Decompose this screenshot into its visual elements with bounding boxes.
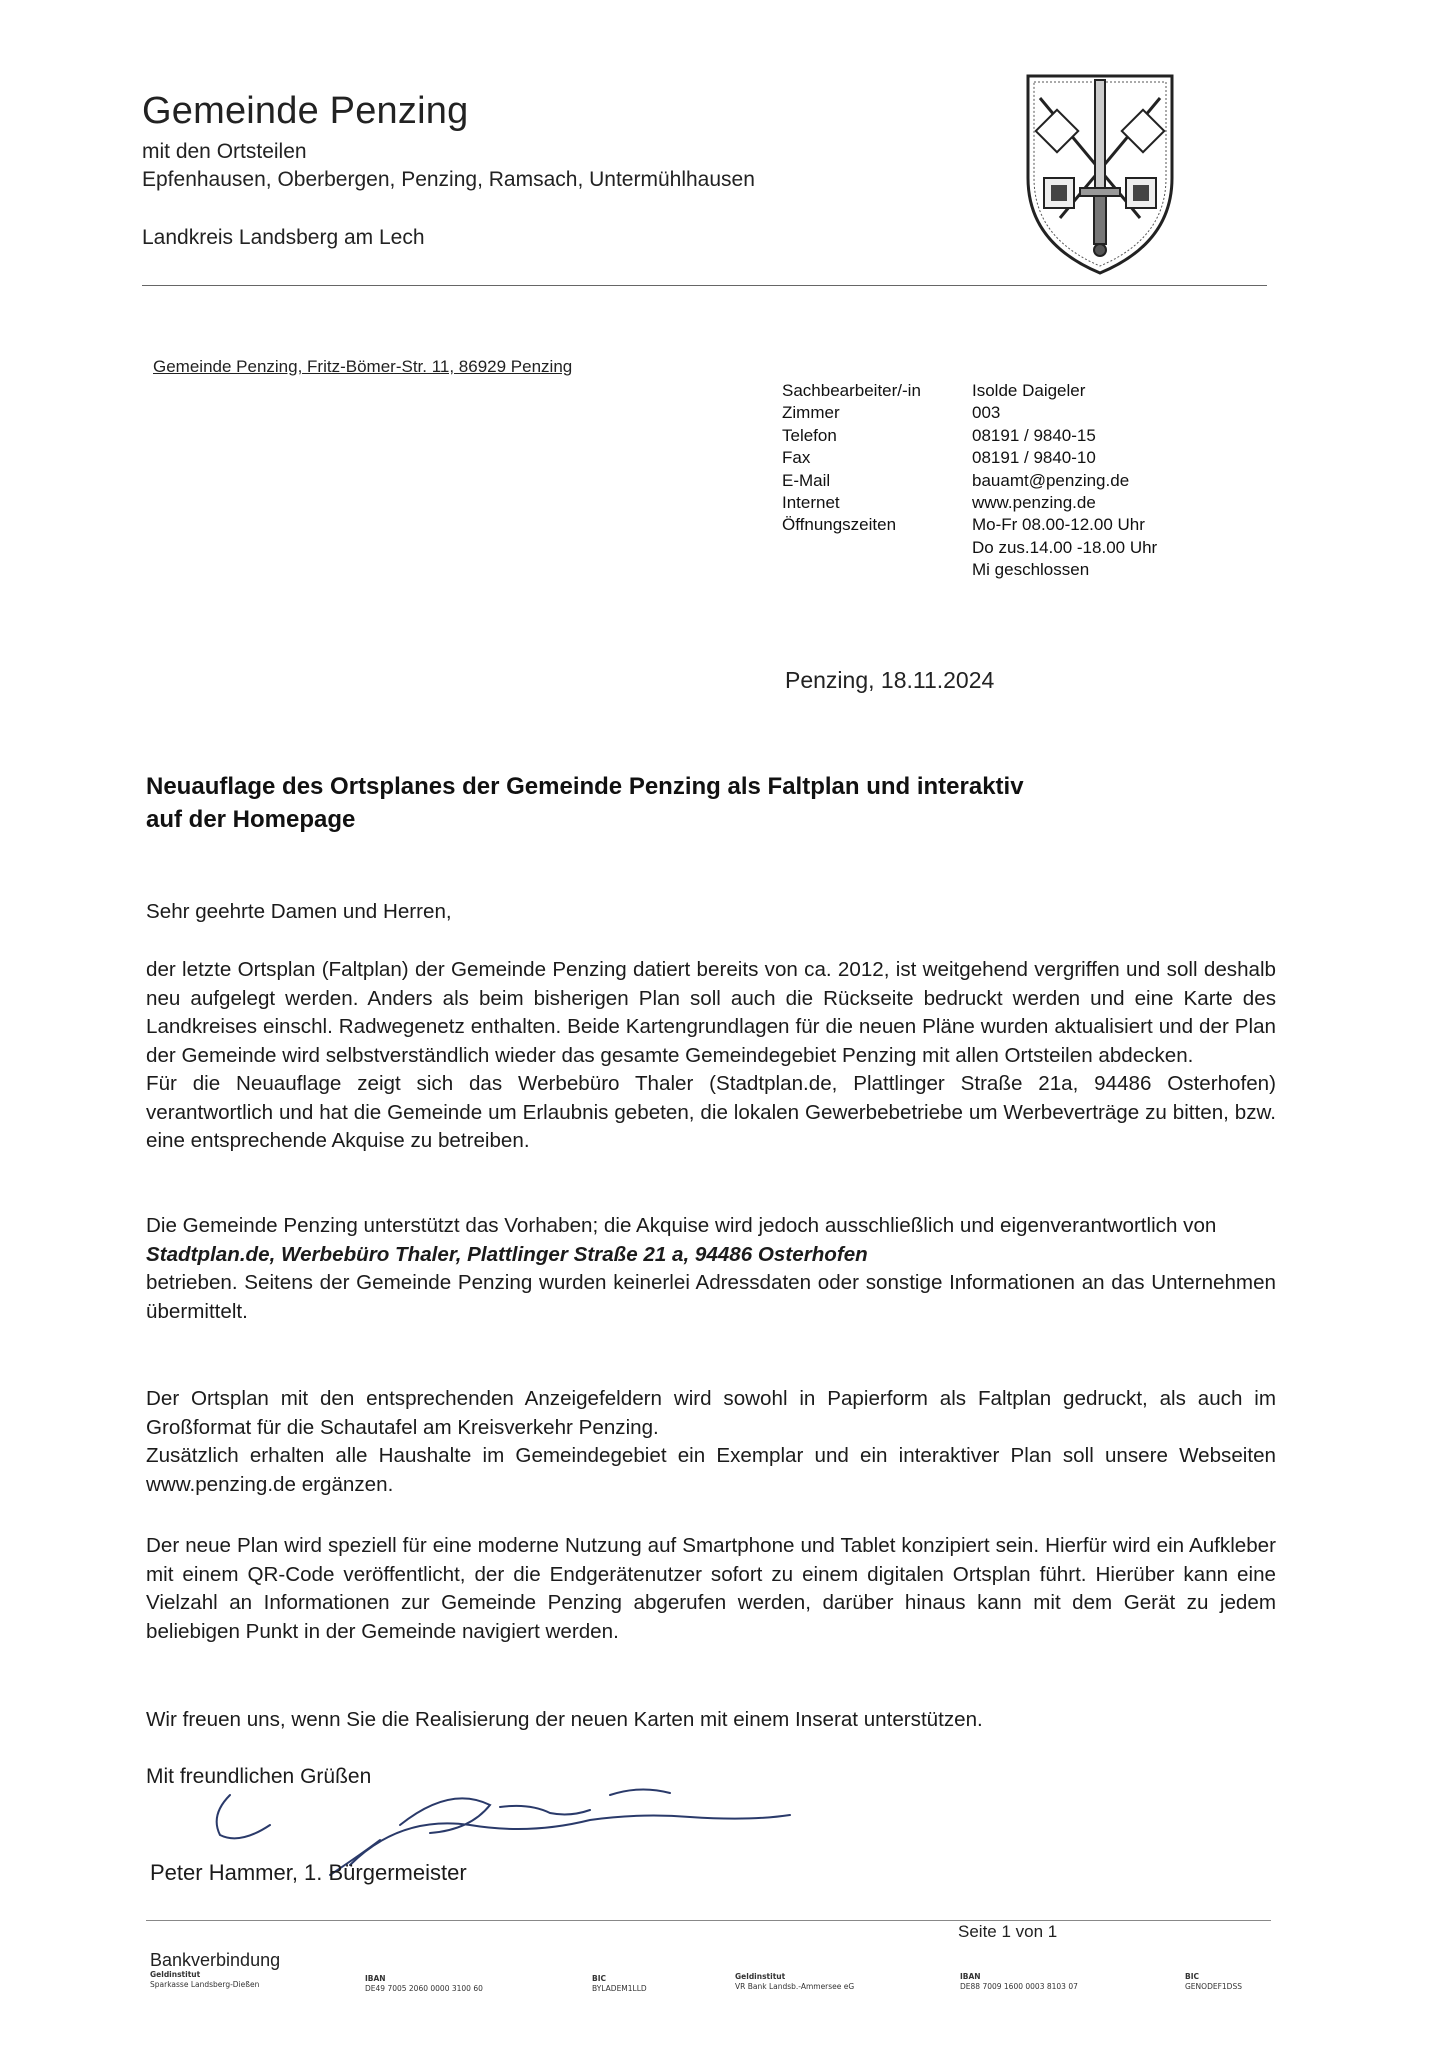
paragraph-4 (146, 1385, 1276, 1499)
header-divider (142, 285, 1267, 286)
bank-label: IBAN (960, 1972, 981, 1981)
contact-label (782, 537, 972, 559)
subject-line-2: auf der Homepage (146, 806, 356, 833)
bank-col-2 (365, 1974, 483, 1994)
bank-value: BYLADEM1LLD (592, 1984, 647, 1993)
contact-row (782, 425, 1157, 447)
paragraph-3c-text: betrieben. Seitens der Gemeinde Penzing wurden keinerlei Adressdaten oder sonstige Informationen an das Unternehmen übermittelt. (146, 1271, 1276, 1323)
sender-address-line: Gemeinde Penzing, Fritz-Bömer-Str. 11, 86929 Penzing (153, 357, 573, 376)
footer-divider (146, 1920, 1271, 1921)
paragraph-6 (146, 1706, 1276, 1735)
contact-value: 08191 / 9840-10 (972, 448, 1096, 468)
subtitle-landkreis: Landkreis Landsberg am Lech (142, 226, 425, 249)
contact-value: Mo-Fr 08.00-12.00 Uhr (972, 515, 1145, 535)
bank-value: DE88 7009 1600 0003 8103 07 (960, 1982, 1078, 1991)
paragraph-4b-text: Zusätzlich erhalten alle Haushalte im Gemeindegebiet ein Exemplar und ein interaktiver Plan soll unsere Webseiten www.penzing.de ergänzen. (146, 1444, 1276, 1496)
paragraph-3a-text: Die Gemeinde Penzing unterstützt das Vorhaben; die Akquise wird jedoch ausschließlich und eigenverantwortlich von (146, 1214, 1217, 1237)
subtitle-ortsteile-list: Epfenhausen, Oberbergen, Penzing, Ramsach, Untermühlhausen (142, 168, 755, 191)
paragraph-5-text: Der neue Plan wird speziell für eine moderne Nutzung auf Smartphone und Tablet konzipiert sein. Hierfür wird ein Aufkleber mit einem QR-Code veröffentlicht, der die Endgerätenutzer sofort zu einem digitalen Ortsplan führt. Hierüber kann eine Vielzahl an Informationen zur Gemeinde Penzing abgerufen werden, darüber hinaus kann mit dem Gerät zu jedem beliebigen Punkt in der Gemeinde navigiert werden. (146, 1534, 1276, 1643)
closing-greeting: Mit freundlichen Grüßen (146, 1765, 372, 1788)
signer-name: Peter Hammer, 1. Bürgermeister (150, 1860, 467, 1885)
salutation (146, 898, 1276, 927)
contact-label: Sachbearbeiter/-in (782, 381, 921, 400)
contact-row (782, 514, 1157, 536)
bank-col-5 (960, 1972, 1078, 1992)
bank-col-3 (592, 1974, 647, 1994)
contact-label: Fax (782, 448, 811, 468)
paragraph-1 (146, 956, 1276, 1156)
contact-label: Öffnungszeiten (782, 515, 897, 535)
contact-label: Zimmer (782, 403, 840, 423)
contact-value: Do zus.14.00 -18.00 Uhr (972, 537, 1158, 557)
contact-label: Telefon (782, 425, 837, 445)
bank-label: BIC (592, 1974, 607, 1983)
contact-row (782, 559, 1157, 581)
contact-block (782, 380, 1157, 582)
contact-value: 08191 / 9840-15 (972, 425, 1096, 445)
contact-label: E-Mail (782, 470, 831, 490)
contact-value: bauamt@penzing.de (972, 470, 1130, 490)
bank-value: GENODEF1DSS (1185, 1982, 1242, 1991)
bank-col-6 (1185, 1972, 1242, 1992)
contact-value: Mi geschlossen (972, 560, 1090, 580)
paragraph-3 (146, 1212, 1276, 1326)
letter-date: Penzing, 18.11.2024 (785, 667, 995, 693)
bank-label: Geldinstitut (735, 1972, 786, 1981)
contact-label: Internet (782, 493, 840, 513)
municipality-title: Gemeinde Penzing (142, 90, 469, 132)
coat-of-arms-icon (1020, 68, 1180, 278)
bank-value: DE49 7005 2060 0000 3100 60 (365, 1984, 483, 1993)
bank-label: Geldinstitut (150, 1970, 201, 1979)
contact-value: 003 (972, 403, 1001, 423)
paragraph-2-text: Für die Neuauflage zeigt sich das Werbebüro Thaler (Stadtplan.de, Plattlinger Straße 21a, 94486 Osterhofen) verantwortlich und hat die Gemeinde um Erlaubnis gebeten, die lokalen Gewerbebetriebe um Werbeverträge zu bitten, bzw. eine entsprechende Akquise zu betreiben. (146, 1072, 1276, 1152)
bank-col-4 (735, 1972, 854, 1992)
contact-row (782, 470, 1157, 492)
contact-row (782, 380, 1157, 402)
page-number: Seite 1 von 1 (958, 1922, 1058, 1941)
contact-row (782, 492, 1157, 514)
paragraph-1-text: der letzte Ortsplan (Faltplan) der Gemeinde Penzing datiert bereits von ca. 2012, ist weitgehend vergriffen und soll deshalb neu aufgelegt werden. Anders als beim bisherigen Plan soll auch die Rückseite bedruckt werden und eine Karte des Landkreises einschl. Radwegenetz enthalten. Beide Kartengrundlagen für die neuen Pläne wurden aktualisiert und der Plan der Gemeinde wird selbstverständlich wieder das gesamte Gemeindegebiet Penzing mit allen Ortsteilen abdecken. (146, 958, 1276, 1067)
bank-col-1 (150, 1970, 259, 1990)
paragraph-3b-text: Stadtplan.de, Werbebüro Thaler, Plattlinger Straße 21 a, 94486 Osterhofen (146, 1242, 868, 1266)
contact-value: Isolde Daigeler (972, 381, 1086, 400)
contact-table (782, 380, 1157, 582)
subject-line-1: Neuauflage des Ortsplanes der Gemeinde Penzing als Faltplan und interaktiv (146, 773, 1024, 800)
subtitle-ortsteile: mit den Ortsteilen (142, 140, 307, 163)
paragraph-5 (146, 1532, 1276, 1646)
bank-value: Sparkasse Landsberg-Dießen (150, 1980, 260, 1989)
letter-subject (146, 770, 1246, 836)
bank-label: IBAN (365, 1974, 386, 1983)
bank-label: BIC (1185, 1972, 1200, 1981)
salutation-text: Sehr geehrte Damen und Herren, (146, 900, 452, 923)
bank-value: VR Bank Landsb.-Ammersee eG (735, 1982, 855, 1991)
bank-title: Bankverbindung (150, 1950, 281, 1970)
contact-row (782, 402, 1157, 424)
paragraph-6-text: Wir freuen uns, wenn Sie die Realisierung der neuen Karten mit einem Inserat unterstützen. (146, 1708, 983, 1731)
contact-row (782, 537, 1157, 559)
contact-value: www.penzing.de (972, 493, 1096, 513)
contact-row (782, 447, 1157, 469)
paragraph-4a-text: Der Ortsplan mit den entsprechenden Anzeigefeldern wird sowohl in Papierform als Faltplan gedruckt, als auch im Großformat für die Schautafel am Kreisverkehr Penzing. (146, 1387, 1276, 1439)
contact-label (782, 559, 972, 581)
